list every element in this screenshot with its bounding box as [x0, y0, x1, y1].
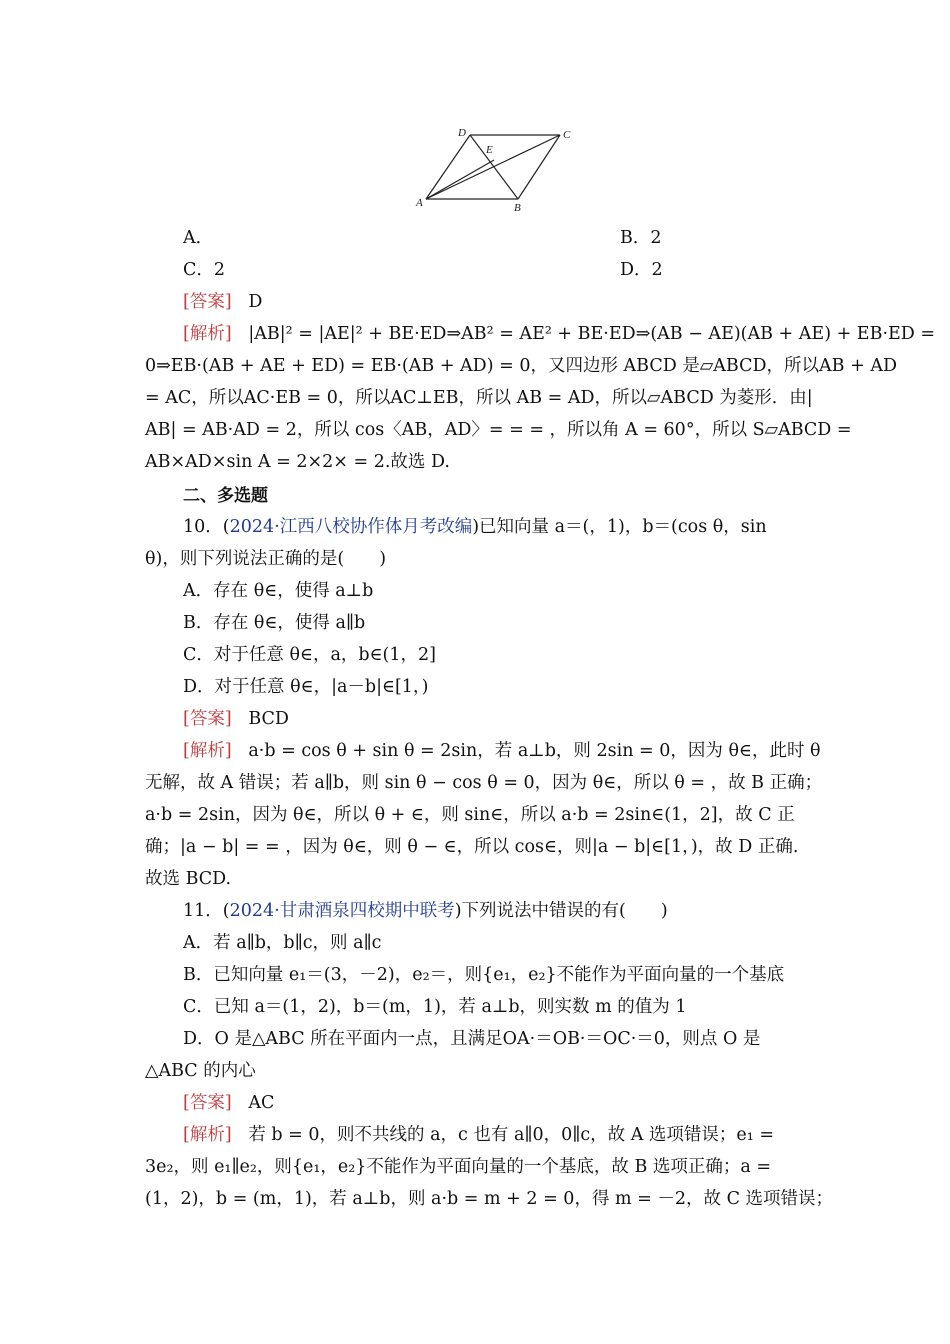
q10-analysis-line-5: 故选 BCD.: [145, 869, 232, 889]
answer-tag: [答案]: [183, 292, 232, 312]
q10-stem-text: )已知向量 a＝(，1)，b＝(cos θ，sin: [472, 517, 767, 537]
q11-answer: [145, 1087, 853, 1119]
analysis-tag: [解析]: [183, 324, 232, 344]
analysis-tag: [解析]: [183, 741, 232, 761]
q10-option-a[interactable]: A．存在 θ∈，使得 a⊥b: [183, 581, 374, 601]
parallelogram-figure: [410, 124, 580, 216]
q10-analysis-line-1: [145, 735, 853, 767]
q9-option-d[interactable]: D．2: [620, 260, 663, 280]
label-d: D: [458, 127, 466, 139]
section-heading: 二、多选题: [183, 486, 268, 506]
q9-option-a[interactable]: A．: [183, 228, 214, 248]
q9-answer: [145, 286, 853, 318]
edge-da: [426, 135, 470, 199]
q11-option-b[interactable]: B．已知向量 e₁＝(3，－2)，e₂＝，则{e₁，e₂}不能作为平面向量的一个基底: [183, 965, 785, 985]
q11-analysis-line-1: [145, 1119, 853, 1151]
q9-options-row1: [145, 222, 853, 254]
q11-option-d-line-2: △ABC 的内心: [145, 1061, 256, 1081]
label-a: A: [416, 197, 423, 209]
label-c: C: [563, 129, 571, 141]
q10-option-c[interactable]: C．对于任意 θ∈，a，b∈(1，2]: [183, 645, 436, 665]
q10-analysis-line-2: 无解，故 A 错误；若 a∥b，则 sin θ − cos θ = 0，因为 θ∈，所以 θ = ，故 B 正确；: [145, 773, 823, 793]
q9-analysis-line-1: [145, 318, 936, 350]
q10-analysis-line-4: 确；|a − b| = = ，因为 θ∈，则 θ − ∈，所以 cos∈，则|a − b|∈[1，)，故 D 正确.: [145, 837, 799, 857]
q9-analysis-line-4: AB| = AB·AD = 2，所以 cos〈AB，AD〉= = = ，所以角 A = 60°，所以 S▱ABCD =: [145, 420, 852, 440]
q9-analysis-line-3: = AC，所以AC·EB = 0，所以AC⊥EB，所以 AB = AD，所以▱ABCD 为菱形．由|: [145, 388, 813, 408]
q9-options-row2: [145, 254, 853, 286]
q11-stem: [145, 895, 853, 927]
q10-option-b[interactable]: B．存在 θ∈，使得 a∥b: [183, 613, 366, 633]
answer-tag: [答案]: [183, 709, 232, 729]
diagonal-ac: [426, 135, 560, 199]
segment-ae: [426, 160, 494, 199]
q9-analysis-line-5: AB×AD×sin A = 2×2× = 2.故选 D.: [145, 452, 450, 472]
answer-value: AC: [248, 1093, 275, 1113]
q10-option-d[interactable]: D．对于任意 θ∈，|a－b|∈[1，): [183, 677, 429, 697]
q11-analysis-line-3: (1，2)，b = (m，1)，若 a⊥b，则 a·b = m + 2 = 0，得 m = －2，故 C 选项错误；: [145, 1189, 834, 1209]
q11-stem-text: )下列说法中错误的有( ): [454, 901, 668, 921]
analysis-text: a·b = cos θ + sin θ = 2sin，若 a⊥b，则 2sin = 0，因为 θ∈，此时 θ: [248, 741, 821, 761]
label-b: B: [514, 202, 521, 214]
label-e: E: [486, 144, 493, 156]
answer-value: D: [248, 292, 263, 312]
q11-number: 11．(: [183, 901, 230, 921]
q10-number: 10．(: [183, 517, 230, 537]
answer-value: BCD: [248, 709, 289, 729]
q11-option-a[interactable]: A．若 a∥b，b∥c，则 a∥c: [183, 933, 382, 953]
analysis-tag: [解析]: [183, 1125, 232, 1145]
q10-stem: [145, 511, 853, 543]
analysis-text: |AB|² = |AE|² + BE·ED⇒AB² = AE² + BE·ED⇒(AB − AE)(AB + AE) + EB·ED =: [248, 324, 936, 344]
diagonal-bd: [470, 135, 518, 199]
q11-analysis-line-2: 3e₂，则 e₁∥e₂，则{e₁，e₂}不能作为平面向量的一个基底，故 B 选项正确；a =: [145, 1157, 772, 1177]
q10-answer: [145, 703, 853, 735]
q9-analysis-line-2: 0⇒EB·(AB + AE + ED) = EB·(AB + AD) = 0，又四边形 ABCD 是▱ABCD，所以AB + AD: [145, 356, 897, 376]
q11-option-c[interactable]: C．已知 a＝(1，2)，b＝(m，1)，若 a⊥b，则实数 m 的值为 1: [183, 997, 687, 1017]
q11-option-d[interactable]: D．O 是△ABC 所在平面内一点，且满足OA·＝OB·＝OC·＝0，则点 O 是: [183, 1029, 761, 1049]
q9-option-c[interactable]: C．2: [183, 260, 226, 280]
q10-stem-line-2: θ)，则下列说法正确的是( ): [145, 549, 387, 569]
analysis-text: 若 b = 0，则不共线的 a，c 也有 a∥0，0∥c，故 A 选项错误；e₁ =: [248, 1125, 774, 1145]
q10-source: 2024·江西八校协作体月考改编: [229, 517, 473, 537]
q11-source: 2024·甘肃酒泉四校期中联考: [229, 901, 455, 921]
q9-option-b[interactable]: B．2: [620, 228, 662, 248]
answer-tag: [答案]: [183, 1093, 232, 1113]
q10-analysis-line-3: a·b = 2sin，因为 θ∈，所以 θ + ∈，则 sin∈，所以 a·b = 2sin∈(1，2]，故 C 正: [145, 805, 795, 825]
